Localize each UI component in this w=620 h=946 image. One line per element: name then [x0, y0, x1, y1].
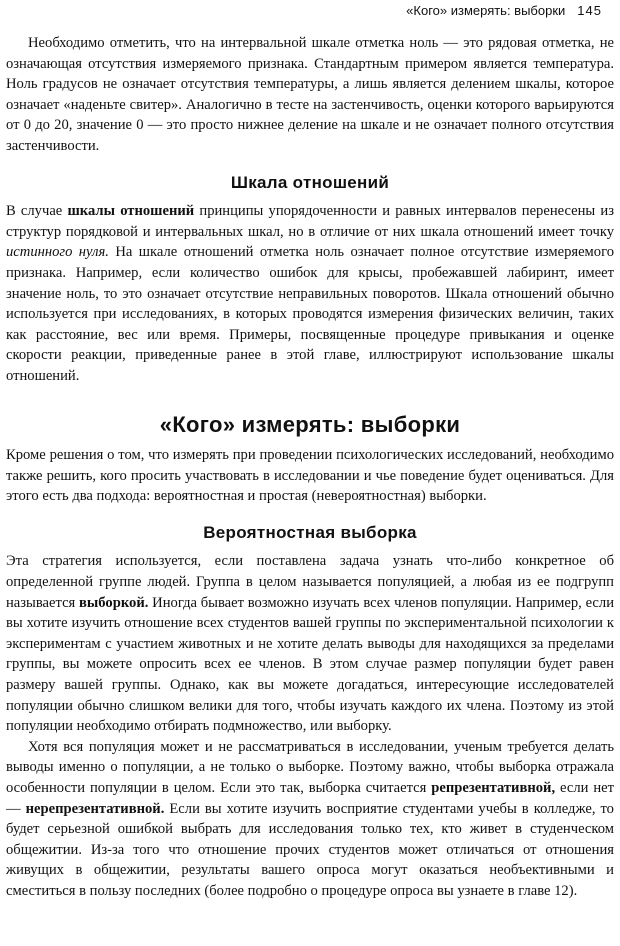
- term-sample: выборкой.: [79, 594, 149, 611]
- text-run: если нет —: [6, 780, 614, 817]
- page-number: 145: [577, 2, 602, 18]
- text-run: Иногда бывает возможно изучать всех членов популяции. Например, если вы хотите изучить отношение всех студентов вашей группы по экспериментальной психологии к экспериментам с участием животных и не хотите делать выводы для находящихся за пределами группы, вы можете опросить всех ее членов. В этом случае размер популяции будет равен размеру вашей группы. Однако, как вы можете догадаться, интересующие исследователей популяции обычно слишком велики для того, чтобы изучать каждого их члена. Поэтому из этой популяции необходимо отбирать подмножество, или выборку.: [6, 594, 615, 735]
- probability-sampling-heading: Вероятностная выборка: [203, 522, 417, 542]
- ratio-scale-heading: Шкала отношений: [230, 172, 390, 192]
- running-header-title: «Кого» измерять: выборки: [406, 2, 566, 18]
- text-run: принципы упорядоченности и равных интервалов перенесены из структур порядковой и интервальных шкал, но в отличие от них шкала отношений имеет точку: [6, 203, 614, 240]
- text-run: Если вы хотите изучить восприятие студентами учебы в колледже, то будет серьезной ошибкой выбрать для исследования только тех, кто живет в студенческом общежитии. Из-за того что отношение прочих студентов может отличаться от отношения живущих в общежитии, результаты вашего опроса могут оказаться необъективными и сместиться в пользу последних (более подробно о процедуре опроса вы узнаете в главе 12).: [6, 800, 614, 899]
- term-ratio-scale: шкалы отношений: [67, 203, 195, 220]
- probability-paragraph-2: [6, 737, 614, 902]
- sampling-heading: «Кого» измерять: выборки: [159, 411, 461, 437]
- running-header: [406, 0, 602, 20]
- ratio-scale-paragraph: [6, 201, 614, 386]
- probability-paragraph-1: [6, 551, 614, 736]
- text-run: Хотя вся популяция может и не рассматриваться в исследовании, ученым требуется делать выводы именно о популяции, а не только о выборке. Поэтому важно, чтобы выборка отражала особенности популяции в целом. Если это так, выборка считается: [6, 738, 614, 796]
- text-run: В случае: [6, 203, 68, 220]
- term-true-zero: истинного нуля.: [6, 244, 109, 261]
- text-run: На шкале отношений отметка ноль означает полное отсутствие измеряемого признака. Например, если количество ошибок для крысы, пробежавшей лабиринт, имеет значение ноль, то это означает отсутствие неправильных поворотов. Шкала отношений обычно используется при исследованиях, в которых проводятся измерения физических величин, таких как расстояние, вес или время. Примеры, посвященные процедуре привыкания и оценке скорости реакции, приведенные ранее в этой главе, иллюстрируют использование шкалы отношений.: [6, 244, 615, 384]
- page-content: [6, 33, 614, 902]
- text-run: Эта стратегия используется, если поставлена задача узнать что-либо конкретное об определенной группе людей. Группа в целом называется популяцией, а любая из ее подгрупп называется: [6, 553, 614, 611]
- term-representative: репрезентативной,: [431, 780, 556, 796]
- intro-paragraph: Необходимо отметить, что на интервальной шкале отметка ноль — это рядовая отметка, не означающая отсутствия измеряемого признака. Стандартным примером является температура. Ноль градусов не означает отсутствия температуры, а лишь является делением шкалы, которое означает «наденьте свитер». Аналогично в тесте на застенчивость, оценки которого варьируются от 0 до 20, значение 0 — это просто нижнее деление на шкале и не означает полного отсутствия застенчивости.: [6, 35, 614, 154]
- term-nonrepresentative: нерепрезентативной.: [25, 800, 165, 817]
- sampling-paragraph: Кроме решения о том, что измерять при проведении психологических исследований, необходимо также решить, кого просить участвовать в исследовании и чье поведение будет оцениваться. Для этого есть два подхода: вероятностная и простая (невероятностная) выборки.: [6, 447, 614, 505]
